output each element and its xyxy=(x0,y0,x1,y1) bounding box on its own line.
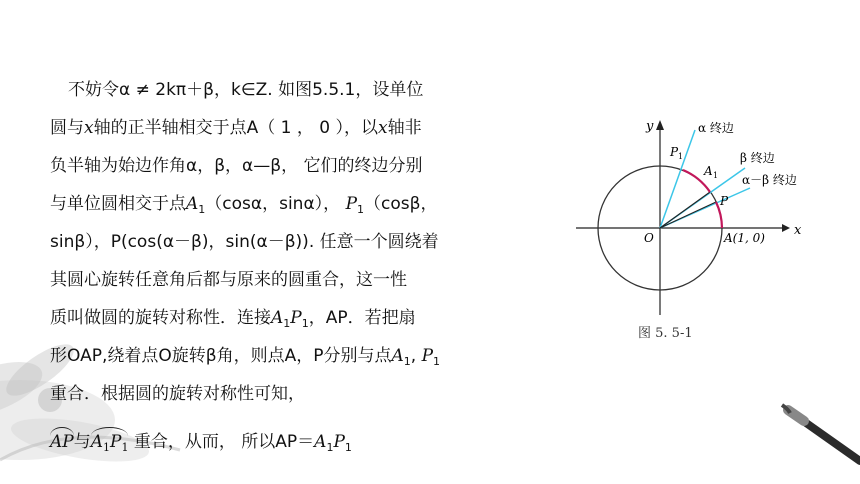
label-x: x xyxy=(794,223,802,238)
subscript: 1 xyxy=(344,441,352,454)
label-P1: P xyxy=(670,145,679,159)
text-segment: （cosα，sinα）， xyxy=(205,194,346,214)
label-A: A(1, 0) xyxy=(724,231,765,245)
label-y: y xyxy=(646,119,654,134)
label-P: P xyxy=(720,194,729,208)
text-line-3 xyxy=(50,154,423,178)
text-segment: 形OAP,绕着点O旋转β角，则点A，P分别与点 xyxy=(50,346,392,366)
text-line-5 xyxy=(50,230,439,254)
math-P: P xyxy=(421,346,434,366)
math-A: A xyxy=(314,432,327,452)
text-segment: 与 xyxy=(73,432,91,452)
math-A: A xyxy=(90,432,103,452)
text-segment: 重合．根据圆的旋转对称性可知， xyxy=(50,384,305,404)
text-line-1 xyxy=(68,78,423,102)
arc-AP xyxy=(50,430,74,454)
subscript: 1 xyxy=(283,317,291,330)
text-segment: 与单位圆相交于点 xyxy=(50,194,186,214)
label-O: O xyxy=(644,231,654,245)
text-segment: 圆与 xyxy=(50,118,84,138)
math-P: P xyxy=(333,432,345,452)
math-A: A xyxy=(186,194,199,214)
text-line-8 xyxy=(50,344,440,368)
label-beta-terminal: β 终边 xyxy=(740,151,775,165)
math-AP: AP xyxy=(50,432,74,452)
math-A: A xyxy=(271,308,284,328)
math-x: x xyxy=(84,118,94,138)
subscript: 1 xyxy=(103,441,110,454)
subscript: 1 xyxy=(301,317,309,330)
text-segment: 重合，从而， 所以AP＝ xyxy=(128,432,315,452)
text-segment: 质叫做圆的旋转对称性．连接 xyxy=(50,308,271,328)
text-line-6 xyxy=(50,268,407,292)
math-x: x xyxy=(377,118,388,138)
text-segment: 轴非 xyxy=(387,118,422,138)
subscript: 1 xyxy=(198,203,206,216)
text-segment: 轴的正半轴相交于点A（ 1 ， 0 ），以 xyxy=(93,118,378,138)
subscript: 1 xyxy=(403,355,411,368)
text-segment: （cosβ， xyxy=(364,194,438,214)
text-line-2 xyxy=(50,116,422,140)
text-line-10 xyxy=(50,430,352,454)
label-A1-subscript: 1 xyxy=(713,171,719,180)
label-alpha-minus-beta-terminal: α－β 终边 xyxy=(742,173,797,187)
text-line-7 xyxy=(50,306,416,330)
math-P: P xyxy=(290,308,302,328)
subscript: 1 xyxy=(357,203,365,216)
math-A: A xyxy=(391,346,404,366)
text-segment: ，AP．若把扇 xyxy=(308,308,416,328)
text-line-9 xyxy=(50,382,305,406)
label-A1: A xyxy=(704,164,713,178)
subscript: 1 xyxy=(121,441,129,454)
arc-A1P1 xyxy=(91,430,129,460)
brush-decoration xyxy=(780,395,860,484)
text-segment: sinβ），P(cos(α－β)，sin(α－β)). 任意一个圆绕着 xyxy=(50,232,439,252)
subscript: 1 xyxy=(433,355,441,368)
math-P: P xyxy=(110,432,122,452)
math-P: P xyxy=(345,194,358,214)
text-segment: 其圆心旋转任意角后都与原来的圆重合，这一性 xyxy=(50,270,407,290)
text-line-4 xyxy=(50,192,437,216)
subscript: 1 xyxy=(326,441,334,454)
label-alpha-terminal: α 终边 xyxy=(698,121,734,135)
figure-caption: 图 5. 5-1 xyxy=(638,326,693,341)
segment-O-A1 xyxy=(660,192,710,228)
label-P1-subscript: 1 xyxy=(678,152,684,161)
text-segment: 负半轴为始边作角α，β，α—β， 它们的终边分别 xyxy=(50,156,423,176)
text-segment: 不妨令α ≠ 2kπ＋β，k∈Z. 如图5.5.1，设单位 xyxy=(68,80,424,100)
text-segment: , xyxy=(410,346,422,366)
unit-circle-figure xyxy=(570,110,810,350)
y-axis-arrow-icon xyxy=(656,120,664,130)
x-axis-arrow-icon xyxy=(782,224,790,232)
